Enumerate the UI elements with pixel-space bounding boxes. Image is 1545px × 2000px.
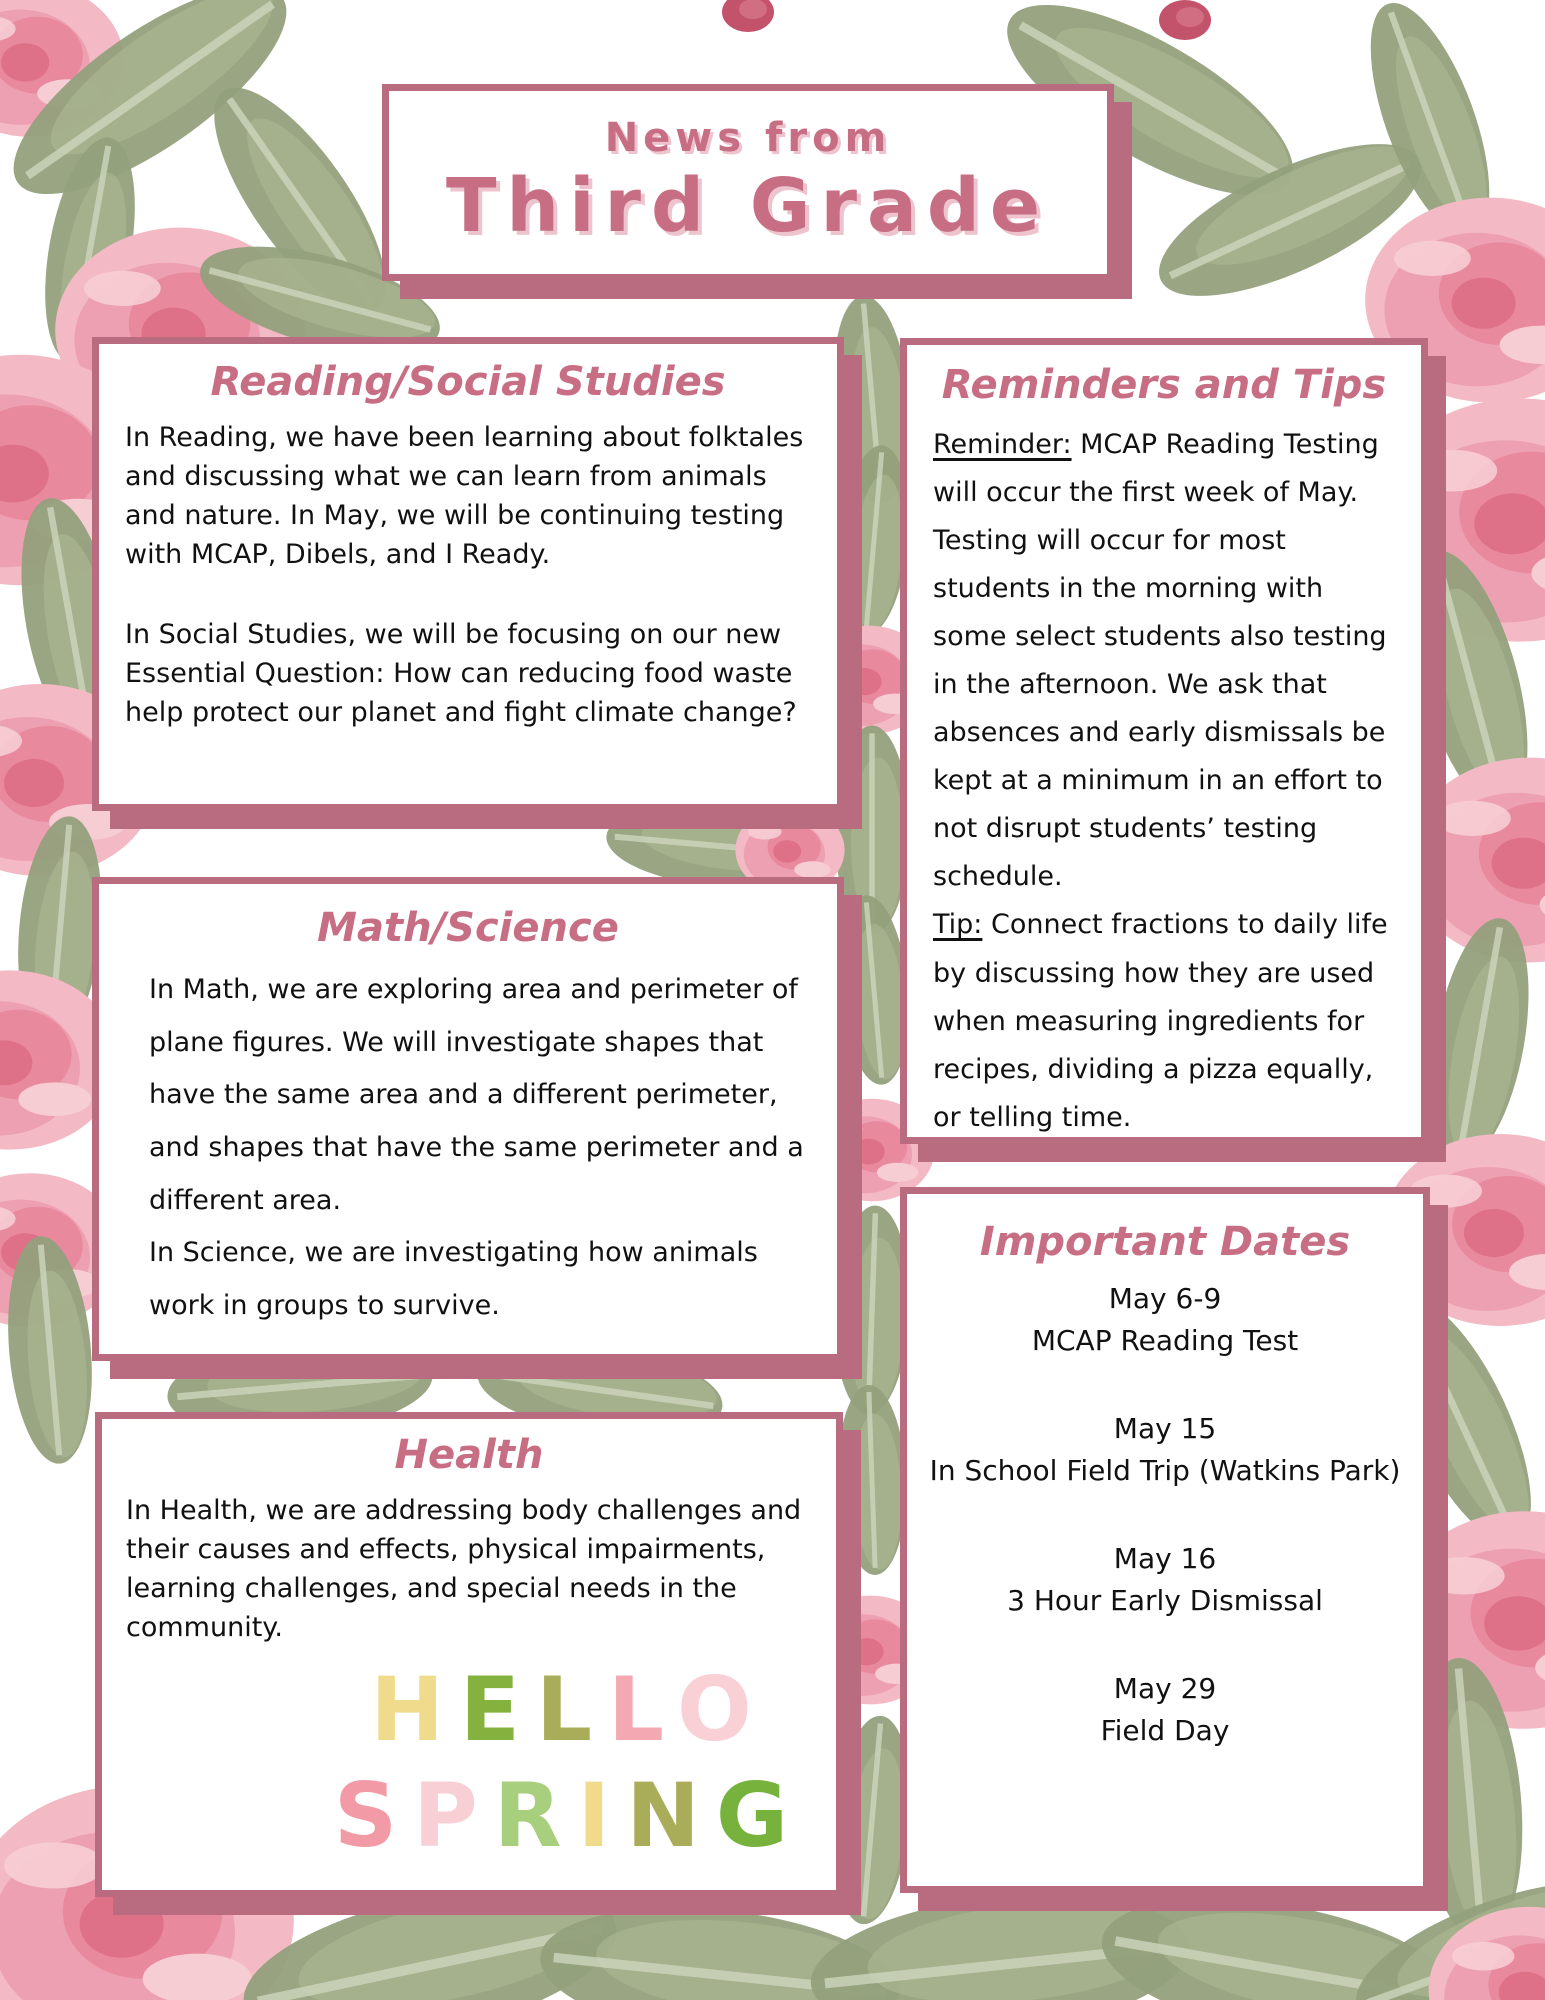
event-description: Field Day — [1100, 1714, 1230, 1747]
hello-spring-artwork — [322, 1657, 816, 1868]
health-paragraph: In Health, we are addressing body challenges and their causes and effects, physical impairments, learning challenges, and special needs in the community. — [126, 1495, 802, 1644]
math-science-box — [92, 877, 844, 1361]
health-heading: Health — [394, 1432, 544, 1478]
hello-spring-letter: H — [370, 1658, 460, 1761]
reminder-label: Reminder: — [933, 429, 1072, 460]
math-paragraph: In Math, we are exploring area and perimeter of plane figures. We will investigate shapes that have the same area and a different perimeter, and shapes that have the same perimeter and a different area. — [149, 974, 804, 1216]
hello-spring-letter: G — [715, 1763, 805, 1867]
hello-spring-letter: E — [459, 1658, 536, 1761]
reading-heading: Reading/Social Studies — [210, 359, 726, 405]
event-item — [929, 1408, 1401, 1492]
event-description: In School Field Trip (Watkins Park) — [929, 1454, 1401, 1487]
tip-label: Tip: — [933, 909, 983, 941]
event-date: May 15 — [1113, 1412, 1217, 1445]
hello-spring-line2 — [322, 1763, 816, 1869]
event-description: MCAP Reading Test — [1031, 1324, 1299, 1357]
important-dates-box — [900, 1187, 1430, 1893]
dates-heading: Important Dates — [979, 1219, 1351, 1265]
hello-spring-letter: I — [577, 1763, 627, 1867]
science-paragraph: In Science, we are investigating how animals work in groups to survive. — [149, 1237, 758, 1321]
hello-spring-letter: R — [493, 1763, 578, 1867]
title-box — [382, 84, 1114, 281]
event-date: May 16 — [1113, 1542, 1217, 1575]
reminder-paragraph — [933, 421, 1395, 901]
event-item — [929, 1668, 1401, 1752]
hello-spring-letter: N — [626, 1763, 716, 1867]
event-item — [929, 1538, 1401, 1622]
hello-spring-letter: P — [413, 1763, 494, 1867]
hello-spring-letter: O — [676, 1658, 768, 1761]
tip-text: Connect fractions to daily life by discussing how they are used when measuring ingredients for recipes, dividing a pizza equally, or telling time. — [933, 909, 1388, 1133]
event-date: May 29 — [1113, 1672, 1217, 1705]
social-studies-paragraph: In Social Studies, we will be focusing on our new Essential Question: How can reducing food waste help protect our planet and fight climate change? — [125, 618, 797, 728]
tip-paragraph — [933, 901, 1395, 1141]
title-kicker: News from — [604, 115, 892, 161]
hello-spring-letter: S — [333, 1763, 414, 1867]
reading-social-studies-box — [92, 337, 844, 811]
math-heading: Math/Science — [317, 905, 619, 951]
hello-spring-letter: L — [535, 1658, 609, 1761]
page-title: Third Grade — [445, 163, 1051, 249]
event-date: May 6-9 — [1108, 1282, 1222, 1315]
reminders-and-tips-box — [900, 338, 1428, 1144]
reminder-text: MCAP Reading Testing will occur the first week of May. Testing will occur for most students in the morning with some select students also testing in the afternoon. We ask that absences and early dismissals be kept at a minimum in an effort to not disrupt students’ testing schedule. — [933, 429, 1387, 893]
event-item — [929, 1278, 1401, 1362]
reminders-heading: Reminders and Tips — [941, 362, 1387, 408]
reading-paragraph: In Reading, we have been learning about folktales and discussing what we can learn from animals and nature. In May, we will be continuing testing with MCAP, Dibels, and I Ready. — [125, 422, 804, 571]
hello-spring-line1 — [322, 1657, 816, 1763]
event-description: 3 Hour Early Dismissal — [1007, 1584, 1323, 1617]
hello-spring-letter: L — [608, 1658, 677, 1761]
health-box — [95, 1412, 843, 1897]
events-list — [929, 1278, 1401, 1752]
